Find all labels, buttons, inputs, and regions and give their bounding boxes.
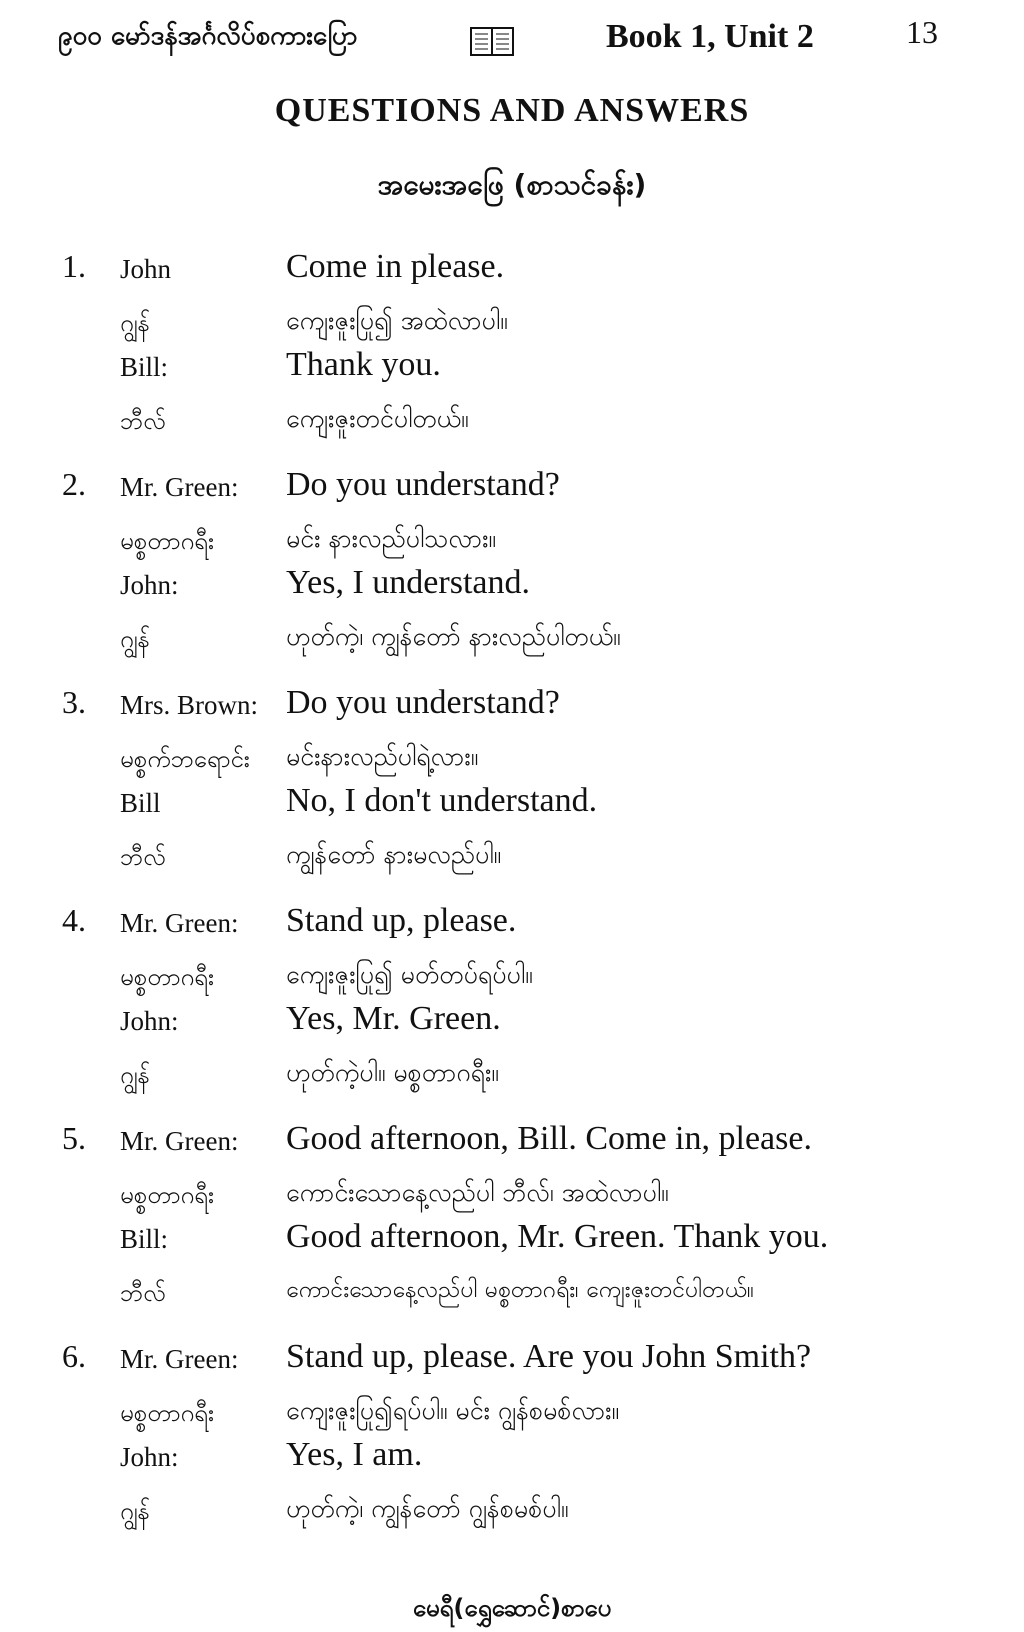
utterance-text-myanmar: မင်းနားလည်ပါရဲ့လား။ (286, 742, 479, 771)
speaker-label-myanmar: ဂျွန် (120, 309, 150, 337)
utterance-text: Thank you. (286, 346, 441, 383)
dialogue-line (0, 902, 1024, 952)
utterance-text: Yes, I understand. (286, 564, 530, 601)
utterance-text-myanmar: ကျွန်တော် နားမလည်ပါ။ (286, 840, 502, 869)
utterance-text: Do you understand? (286, 466, 560, 503)
dialogue-number: 2. (62, 466, 86, 502)
dialogue-line (0, 1267, 1024, 1317)
utterance-text-myanmar: ကောင်းသောနေ့လည်ပါ ဘီလ်၊ အထဲလာပါ။ (286, 1178, 669, 1207)
dialogue-number: 6. (62, 1338, 86, 1374)
dialogue-block-3 (0, 684, 1024, 894)
utterance-text-myanmar: ကျေးဇူးပြု၍ရပ်ပါ။ မင်း ဂျွန်စမစ်လား။ (286, 1396, 620, 1425)
dialogue-line (0, 1120, 1024, 1170)
dialogue-number: 4. (62, 902, 86, 938)
utterance-text: No, I don't understand. (286, 782, 598, 819)
speaker-label-myanmar: ဘီလ် (120, 1279, 166, 1307)
utterance-text-myanmar: ကျေးဇူးတင်ပါတယ်။ (286, 404, 469, 433)
dialogue-line (0, 466, 1024, 516)
dialogue-line (0, 1436, 1024, 1486)
dialogue-line (0, 733, 1024, 783)
utterance-text: Yes, I am. (286, 1436, 423, 1473)
speaker-label: John: (120, 1442, 179, 1472)
speaker-label-myanmar: ဘီလ် (120, 407, 166, 435)
book-series-title: ၉၀၀ မော်ဒန်အင်္ဂလိပ်စကားပြော (58, 21, 358, 51)
dialogue-block-6 (0, 1338, 1024, 1548)
dialogue-number: 5. (62, 1120, 86, 1156)
utterance-text-myanmar: ကောင်းသောနေ့လည်ပါ မစ္စတာဂရီး၊ ကျေးဇူးတင်ပါတယ်။ (286, 1277, 754, 1303)
section-title-myanmar: အမေးအဖြေ (စာသင်ခန်း) (377, 168, 647, 201)
publisher-footer: မေရီ(ရွှေဆောင်)စာပေ (412, 1594, 612, 1622)
section-title-english: QUESTIONS AND ANSWERS (274, 92, 750, 129)
dialogue-line (0, 564, 1024, 614)
dialogue-line (0, 782, 1024, 832)
speaker-label: Bill (120, 788, 161, 818)
dialogue-line (0, 1338, 1024, 1388)
dialogue-line (0, 515, 1024, 565)
utterance-text-myanmar: မင်း နားလည်ပါသလား။ (286, 524, 496, 553)
dialogue-line (0, 1049, 1024, 1099)
utterance-text: Good afternoon, Bill. Come in, please. (286, 1120, 812, 1157)
utterance-text-myanmar: ဟုတ်ကဲ့၊ ကျွန်တော် ဂျွန်စမစ်ပါ။ (286, 1494, 569, 1523)
utterance-text-myanmar: ဟုတ်ကဲ့၊ ကျွန်တော် နားလည်ပါတယ်။ (286, 622, 621, 651)
speaker-label-myanmar: ဂျွန် (120, 625, 150, 653)
dialogue-line (0, 684, 1024, 734)
speaker-label-myanmar: မစ္စတာဂရီး (120, 527, 215, 555)
speaker-label-myanmar: ဂျွန် (120, 1061, 150, 1089)
dialogue-line (0, 1000, 1024, 1050)
dialogue-line (0, 297, 1024, 347)
speaker-label-myanmar: မစ္စတာဂရီး (120, 1181, 215, 1209)
speaker-label: John (120, 254, 172, 284)
speaker-label: John: (120, 570, 179, 600)
dialogue-line (0, 248, 1024, 298)
dialogue-number: 3. (62, 684, 86, 720)
dialogue-line (0, 395, 1024, 445)
page-header (0, 0, 1024, 70)
utterance-text: Come in please. (286, 248, 505, 285)
dialogue-number: 1. (62, 248, 86, 284)
dialogue-block-5 (0, 1120, 1024, 1330)
utterance-text: Good afternoon, Mr. Green. Thank you. (286, 1218, 829, 1255)
speaker-label-myanmar: ဘီလ် (120, 843, 166, 871)
dialogue-line (0, 1387, 1024, 1437)
speaker-label-myanmar: မစ္စက်ဘရောင်း (120, 745, 250, 773)
speaker-label: Bill: (120, 352, 169, 382)
dialogue-block-2 (0, 466, 1024, 676)
speaker-label-myanmar: မစ္စတာဂရီး (120, 963, 215, 991)
dialogue-block-4 (0, 902, 1024, 1112)
dialogue-line (0, 346, 1024, 396)
utterance-text: Stand up, please. (286, 902, 517, 939)
dialogue-line (0, 831, 1024, 881)
dialogue-line (0, 1169, 1024, 1219)
dialogue-line (0, 1485, 1024, 1535)
speaker-label: Mr. Green: (120, 472, 239, 502)
speaker-label: Bill: (120, 1224, 169, 1254)
dialogue-line (0, 951, 1024, 1001)
speaker-label: Mrs. Brown: (120, 690, 259, 720)
dialogue-line (0, 613, 1024, 663)
unit-label: Book 1, Unit 2 (606, 18, 814, 55)
utterance-text-myanmar: ဟုတ်ကဲ့ပါ။ မစ္စတာဂရီး။ (286, 1058, 499, 1087)
utterance-text: Stand up, please. Are you John Smith? (286, 1338, 812, 1375)
speaker-label: Mr. Green: (120, 1344, 239, 1374)
speaker-label: Mr. Green: (120, 908, 239, 938)
utterance-text-myanmar: ကျေးဇူးပြု၍ မတ်တပ်ရပ်ပါ။ (286, 960, 533, 989)
utterance-text: Do you understand? (286, 684, 560, 721)
dialogue-line (0, 1218, 1024, 1268)
open-book-icon (470, 25, 514, 57)
speaker-label-myanmar: ဂျွန် (120, 1497, 150, 1525)
utterance-text-myanmar: ကျေးဇူးပြု၍ အထဲလာပါ။ (286, 306, 508, 335)
utterance-text: Yes, Mr. Green. (286, 1000, 501, 1037)
dialogue-block-1 (0, 248, 1024, 458)
speaker-label: Mr. Green: (120, 1126, 239, 1156)
speaker-label: John: (120, 1006, 179, 1036)
page-number: 13 (906, 14, 938, 50)
speaker-label-myanmar: မစ္စတာဂရီး (120, 1399, 215, 1427)
